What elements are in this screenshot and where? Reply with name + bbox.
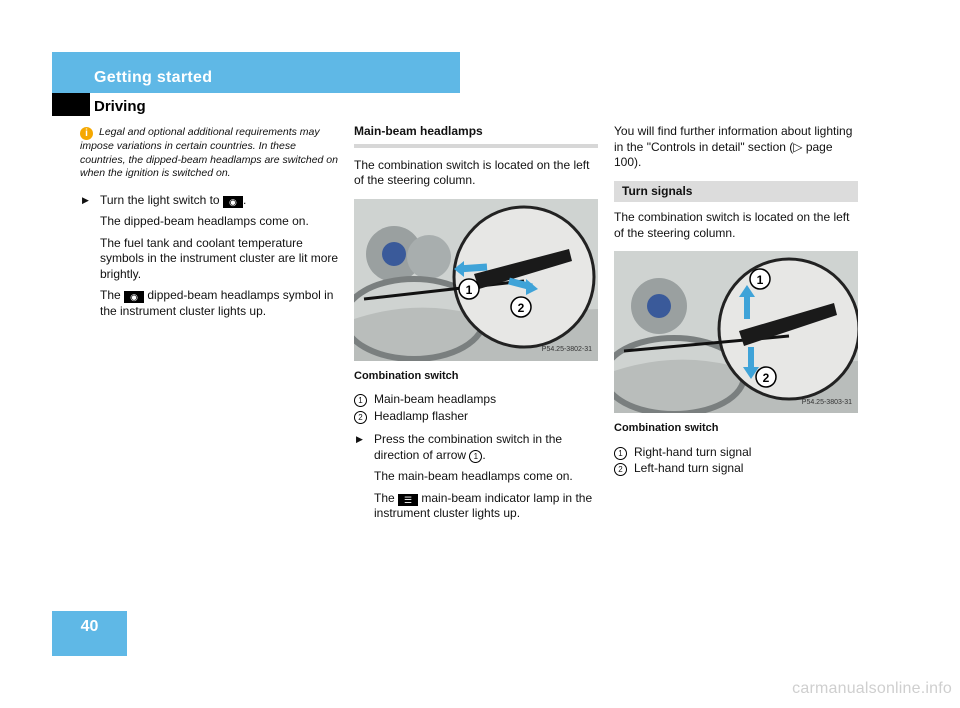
result-text: The dipped-beam headlamps come on. <box>100 214 309 228</box>
dipped-beam-icon: ◉ <box>124 291 144 303</box>
bullet-arrow-icon: ▶ <box>82 194 89 205</box>
callout-number: 1 <box>614 447 627 460</box>
more-info-text: You will find further information about lighting in the "Controls in detail" section (▷ page 100). <box>614 124 853 169</box>
result-text: The ◉ dipped-beam headlamps symbol in the instrument cluster lights up. <box>100 288 334 318</box>
left-column <box>80 126 340 325</box>
legend-item: 1 Right-hand turn signal <box>614 445 858 461</box>
svg-text:1: 1 <box>465 282 473 297</box>
right-column <box>614 124 858 478</box>
info-note: i Legal and optional additional requirements may impose variations in certain countries. In these countries, the dipped-beam headlamps are switched on when the ignition is switched on. <box>80 126 338 179</box>
figure-caption: Combination switch <box>354 369 459 382</box>
watermark-text: carmanualsonline.info <box>792 680 952 697</box>
result-text: The fuel tank and coolant temperature symbols in the instrument cluster are lit more brightly. <box>100 235 339 281</box>
middle-column <box>354 124 598 528</box>
result-text: The main-beam headlamps come on. <box>374 469 573 483</box>
legend-item: 1 Main-beam headlamps <box>354 392 598 408</box>
callout-number: 1 <box>354 394 367 407</box>
subsection-title: Driving <box>94 98 146 115</box>
instruction-step: ▶ Press the combination switch in the direction of arrow 1 . <box>356 432 563 462</box>
turn-signal-figure <box>614 251 858 413</box>
section-tab-marker <box>52 93 90 116</box>
intro-text: The combination switch is located on the left of the steering column. <box>614 210 850 240</box>
figure-code: P54.25-3803-31 <box>801 398 852 406</box>
result-text: The ☰ main-beam indicator lamp in the instrument cluster lights up. <box>374 490 593 520</box>
callout-number: 2 <box>354 411 367 424</box>
figure-caption: Combination switch <box>614 422 719 434</box>
dashboard-illustration <box>614 251 858 413</box>
legend-item: 2 Left-hand turn signal <box>614 461 858 477</box>
dashboard-illustration <box>354 199 598 361</box>
turn-signals-heading: Turn signals <box>614 181 858 203</box>
info-icon: i <box>80 127 93 140</box>
callout-number: 2 <box>614 463 627 476</box>
svg-text:2: 2 <box>517 300 525 315</box>
legend-item: 2 Headlamp flasher <box>354 409 598 425</box>
svg-text:1: 1 <box>756 273 764 287</box>
page-number: 40 <box>80 618 99 635</box>
svg-text:2: 2 <box>762 371 770 385</box>
intro-text: The combination switch is located on the left of the steering column. <box>354 157 590 187</box>
section-title: Getting started <box>94 69 213 86</box>
dipped-beam-icon: ◉ <box>223 196 243 208</box>
callout-number: 1 <box>469 450 482 463</box>
instruction-step: ▶ Turn the light switch to ◉ . <box>82 192 247 207</box>
main-beam-icon: ☰ <box>398 494 418 506</box>
main-beam-heading: Main-beam headlamps <box>354 124 598 148</box>
figure-code: P54.25-3802-31 <box>541 346 592 353</box>
bullet-arrow-icon: ▶ <box>356 434 363 444</box>
combination-switch-figure <box>354 199 598 361</box>
